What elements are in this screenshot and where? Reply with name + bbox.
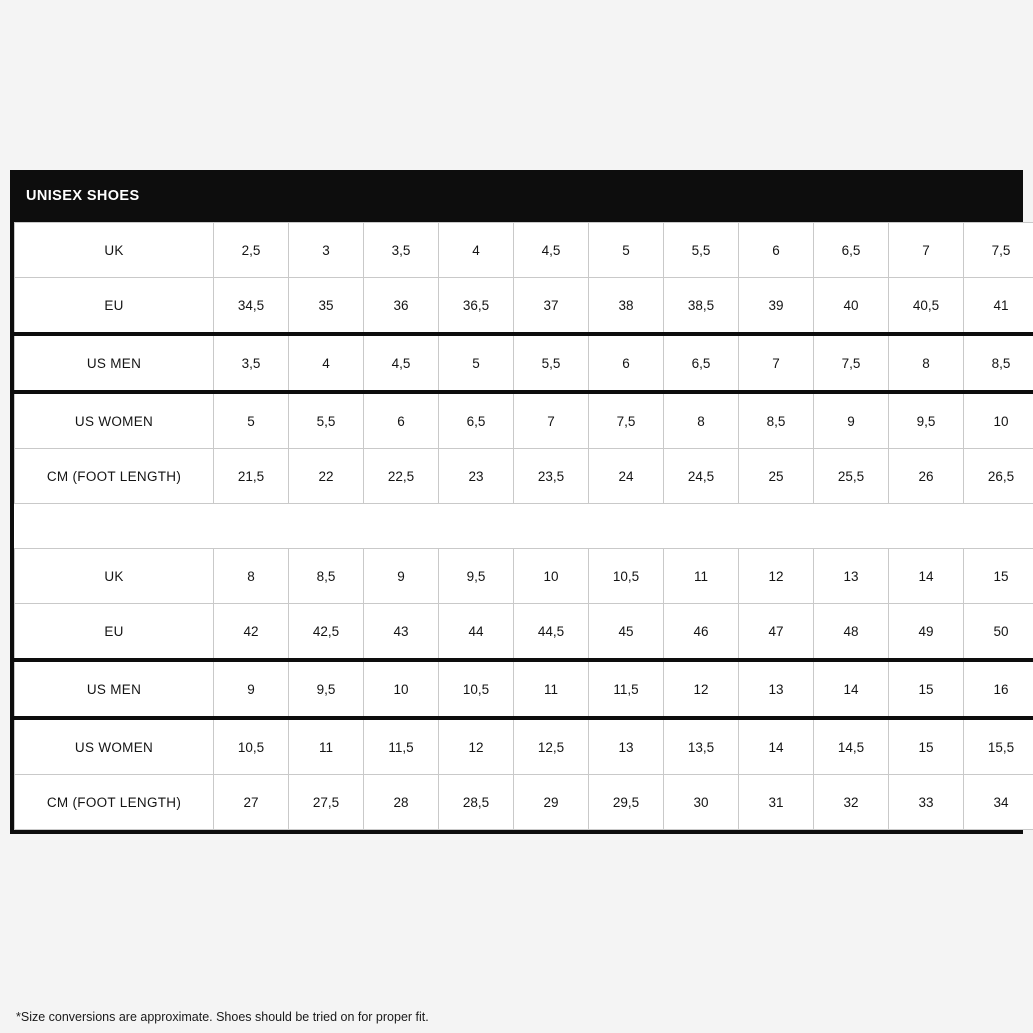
spacer-cell [739, 504, 814, 549]
size-cell: 5 [214, 392, 289, 449]
size-cell: 36,5 [439, 278, 514, 335]
size-cell: 7 [889, 223, 964, 278]
row-label: US MEN [15, 660, 214, 718]
size-cell: 8 [214, 549, 289, 604]
size-chart-title: UNISEX SHOES [26, 188, 140, 204]
size-cell: 24 [589, 449, 664, 504]
size-cell: 12 [664, 660, 739, 718]
spacer-cell [364, 504, 439, 549]
size-cell: 9 [814, 392, 889, 449]
size-cell: 8 [889, 334, 964, 392]
size-cell: 5 [589, 223, 664, 278]
size-cell: 7 [514, 392, 589, 449]
size-table-frame [10, 222, 1023, 834]
size-cell: 3 [289, 223, 364, 278]
size-cell: 46 [664, 604, 739, 661]
size-cell: 14 [814, 660, 889, 718]
size-cell: 48 [814, 604, 889, 661]
size-cell: 41 [964, 278, 1033, 335]
spacer-cell [814, 504, 889, 549]
size-cell: 11,5 [364, 718, 439, 775]
size-cell: 7 [739, 334, 814, 392]
size-cell: 12 [739, 549, 814, 604]
spacer-cell [589, 504, 664, 549]
table-row [15, 449, 1033, 504]
size-cell: 2,5 [214, 223, 289, 278]
size-cell: 42,5 [289, 604, 364, 661]
spacer-cell [664, 504, 739, 549]
row-label: US WOMEN [15, 718, 214, 775]
size-cell: 10 [964, 392, 1033, 449]
table-row [15, 392, 1033, 449]
size-cell: 44 [439, 604, 514, 661]
size-conversion-table [14, 222, 1033, 830]
size-cell: 38,5 [664, 278, 739, 335]
size-cell: 10 [364, 660, 439, 718]
size-cell: 14,5 [814, 718, 889, 775]
size-cell: 8 [664, 392, 739, 449]
size-cell: 11 [514, 660, 589, 718]
size-cell: 8,5 [739, 392, 814, 449]
size-cell: 15,5 [964, 718, 1033, 775]
table-row [15, 660, 1033, 718]
size-cell: 6 [589, 334, 664, 392]
size-cell: 32 [814, 775, 889, 830]
size-cell: 12 [439, 718, 514, 775]
size-cell: 28 [364, 775, 439, 830]
size-cell: 36 [364, 278, 439, 335]
table-row [15, 718, 1033, 775]
table-spacer-row [15, 504, 1033, 549]
size-cell: 7,5 [814, 334, 889, 392]
row-label: EU [15, 604, 214, 661]
size-cell: 10,5 [439, 660, 514, 718]
size-cell: 6 [364, 392, 439, 449]
table-row [15, 278, 1033, 335]
size-cell: 23 [439, 449, 514, 504]
size-cell: 7,5 [589, 392, 664, 449]
size-cell: 9 [214, 660, 289, 718]
size-cell: 14 [739, 718, 814, 775]
size-cell: 15 [964, 549, 1033, 604]
size-chart [10, 170, 1023, 1024]
size-cell: 9,5 [889, 392, 964, 449]
size-cell: 15 [889, 718, 964, 775]
size-cell: 5,5 [289, 392, 364, 449]
size-cell: 30 [664, 775, 739, 830]
size-cell: 4,5 [364, 334, 439, 392]
size-cell: 40 [814, 278, 889, 335]
size-cell: 38 [589, 278, 664, 335]
size-cell: 12,5 [514, 718, 589, 775]
size-cell: 50 [964, 604, 1033, 661]
size-cell: 4 [439, 223, 514, 278]
size-cell: 47 [739, 604, 814, 661]
size-cell: 45 [589, 604, 664, 661]
size-cell: 9 [364, 549, 439, 604]
size-cell: 26 [889, 449, 964, 504]
size-cell: 27,5 [289, 775, 364, 830]
spacer-cell [514, 504, 589, 549]
size-cell: 44,5 [514, 604, 589, 661]
size-cell: 39 [739, 278, 814, 335]
size-cell: 3,5 [364, 223, 439, 278]
size-cell: 5,5 [664, 223, 739, 278]
size-cell: 35 [289, 278, 364, 335]
size-cell: 6,5 [439, 392, 514, 449]
size-cell: 22,5 [364, 449, 439, 504]
size-cell: 11,5 [589, 660, 664, 718]
size-cell: 8,5 [964, 334, 1033, 392]
size-cell: 23,5 [514, 449, 589, 504]
table-row [15, 223, 1033, 278]
size-cell: 3,5 [214, 334, 289, 392]
size-cell: 4,5 [514, 223, 589, 278]
row-label: US WOMEN [15, 392, 214, 449]
size-cell: 9,5 [289, 660, 364, 718]
size-cell: 10,5 [214, 718, 289, 775]
size-cell: 13 [814, 549, 889, 604]
size-cell: 24,5 [664, 449, 739, 504]
size-cell: 14 [889, 549, 964, 604]
size-cell: 11 [289, 718, 364, 775]
size-cell: 8,5 [289, 549, 364, 604]
row-label: UK [15, 549, 214, 604]
size-cell: 26,5 [964, 449, 1033, 504]
size-cell: 25,5 [814, 449, 889, 504]
size-cell: 33 [889, 775, 964, 830]
spacer-cell [15, 504, 214, 549]
size-cell: 10 [514, 549, 589, 604]
spacer-cell [889, 504, 964, 549]
size-cell: 29,5 [589, 775, 664, 830]
size-cell: 49 [889, 604, 964, 661]
size-cell: 13 [739, 660, 814, 718]
row-label: EU [15, 278, 214, 335]
size-cell: 16 [964, 660, 1033, 718]
spacer-cell [214, 504, 289, 549]
size-cell: 5 [439, 334, 514, 392]
size-cell: 37 [514, 278, 589, 335]
size-cell: 15 [889, 660, 964, 718]
size-cell: 7,5 [964, 223, 1033, 278]
size-cell: 25 [739, 449, 814, 504]
size-cell: 27 [214, 775, 289, 830]
row-label: US MEN [15, 334, 214, 392]
size-cell: 21,5 [214, 449, 289, 504]
row-label: UK [15, 223, 214, 278]
size-cell: 28,5 [439, 775, 514, 830]
size-cell: 6,5 [664, 334, 739, 392]
table-row [15, 604, 1033, 661]
size-cell: 10,5 [589, 549, 664, 604]
size-chart-footnote: *Size conversions are approximate. Shoes should be tried on for proper fit. [16, 1010, 429, 1024]
size-cell: 13,5 [664, 718, 739, 775]
spacer-cell [964, 504, 1033, 549]
size-cell: 29 [514, 775, 589, 830]
size-cell: 11 [664, 549, 739, 604]
size-chart-header [10, 170, 1023, 222]
size-table-body [15, 223, 1033, 830]
size-cell: 31 [739, 775, 814, 830]
size-cell: 34,5 [214, 278, 289, 335]
size-cell: 22 [289, 449, 364, 504]
table-row [15, 775, 1033, 830]
table-row [15, 334, 1033, 392]
spacer-cell [289, 504, 364, 549]
size-cell: 34 [964, 775, 1033, 830]
size-cell: 9,5 [439, 549, 514, 604]
size-cell: 4 [289, 334, 364, 392]
row-label: CM (FOOT LENGTH) [15, 449, 214, 504]
size-cell: 40,5 [889, 278, 964, 335]
size-cell: 6 [739, 223, 814, 278]
size-cell: 5,5 [514, 334, 589, 392]
row-label: CM (FOOT LENGTH) [15, 775, 214, 830]
table-row [15, 549, 1033, 604]
size-cell: 42 [214, 604, 289, 661]
size-cell: 6,5 [814, 223, 889, 278]
size-cell: 43 [364, 604, 439, 661]
size-cell: 13 [589, 718, 664, 775]
spacer-cell [439, 504, 514, 549]
